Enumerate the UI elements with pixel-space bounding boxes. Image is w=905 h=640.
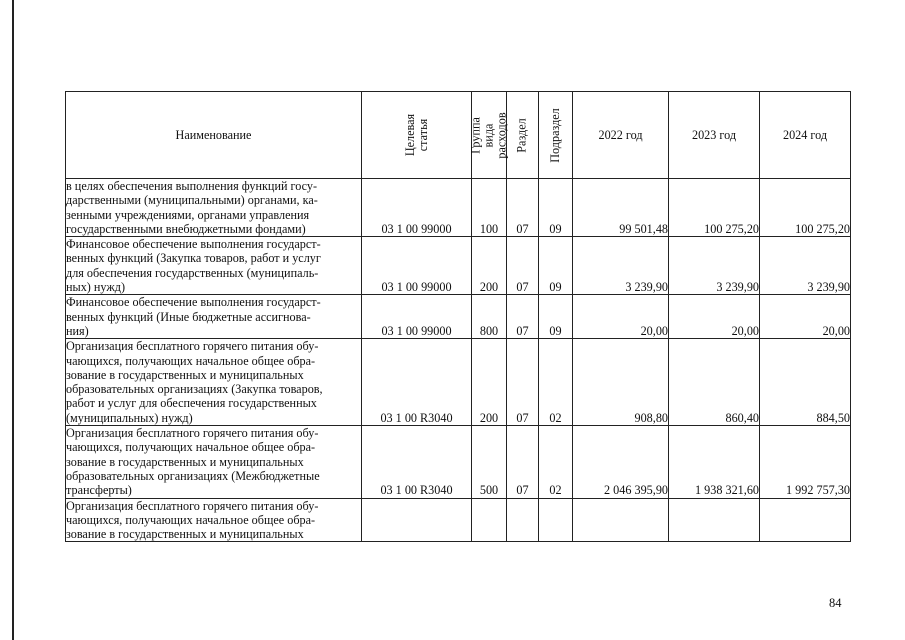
row-name: Финансовое обеспечение выполнения государст- венных функций (Иные бюджетные ассигнова- ния) [66, 295, 362, 339]
row-value-2023: 20,00 [669, 295, 760, 339]
row-value-2024 [760, 498, 851, 542]
row-value-2023: 100 275,20 [669, 179, 760, 237]
row-expense-group: 800 [472, 295, 507, 339]
row-value-2024: 100 275,20 [760, 179, 851, 237]
table-row [66, 498, 851, 542]
row-target-article: 03 1 00 R3040 [362, 426, 472, 498]
header-target-article: Целевая статья [362, 92, 472, 179]
table-row [66, 339, 851, 426]
row-section: 07 [507, 179, 539, 237]
row-section: 07 [507, 295, 539, 339]
row-value-2022 [573, 498, 669, 542]
row-subsection: 02 [539, 339, 573, 426]
header-name: Наименование [66, 92, 362, 179]
table-row [66, 179, 851, 237]
header-year-2023: 2023 год [669, 92, 760, 179]
row-expense-group: 100 [472, 179, 507, 237]
row-value-2024: 3 239,90 [760, 237, 851, 295]
row-target-article: 03 1 00 99000 [362, 179, 472, 237]
row-value-2024: 1 992 757,30 [760, 426, 851, 498]
row-value-2024: 20,00 [760, 295, 851, 339]
row-section: 07 [507, 237, 539, 295]
row-value-2022: 99 501,48 [573, 179, 669, 237]
row-expense-group: 200 [472, 237, 507, 295]
row-subsection: 09 [539, 179, 573, 237]
row-expense-group: 500 [472, 426, 507, 498]
table-row [66, 237, 851, 295]
row-name: Организация бесплатного горячего питания обу- чающихся, получающих начальное общее обра- зование в государственных и муниципальных образовательных организациях (Межбюджетные трансферты) [66, 426, 362, 498]
row-subsection [539, 498, 573, 542]
row-value-2023 [669, 498, 760, 542]
row-value-2022: 2 046 395,90 [573, 426, 669, 498]
row-target-article: 03 1 00 99000 [362, 295, 472, 339]
row-value-2023: 860,40 [669, 339, 760, 426]
binding-margin-line [12, 0, 14, 640]
row-value-2022: 908,80 [573, 339, 669, 426]
row-subsection: 02 [539, 426, 573, 498]
header-year-2024: 2024 год [760, 92, 851, 179]
row-name: Организация бесплатного горячего питания обу- чающихся, получающих начальное общее обра- зование в государственных и муниципальных [66, 498, 362, 542]
row-value-2022: 3 239,90 [573, 237, 669, 295]
budget-table [65, 91, 851, 542]
row-section: 07 [507, 339, 539, 426]
row-value-2023: 1 938 321,60 [669, 426, 760, 498]
row-subsection: 09 [539, 237, 573, 295]
row-subsection: 09 [539, 295, 573, 339]
row-name: в целях обеспечения выполнения функций госу- дарственными (муниципальными) органами, ка- зенными учреждениями, органами управления государственными внебюджетными фондами) [66, 179, 362, 237]
header-expense-group: Группа вида расходов [472, 92, 507, 179]
table-row [66, 426, 851, 498]
header-section: Раздел [507, 92, 539, 179]
table-row [66, 295, 851, 339]
row-section [507, 498, 539, 542]
row-name: Организация бесплатного горячего питания обу- чающихся, получающих начальное общее обра- зование в государственных и муниципальных образовательных организациях (Закупка товаров, работ и услуг для обеспечения государственных (муниципальных) нужд) [66, 339, 362, 426]
row-target-article [362, 498, 472, 542]
row-section: 07 [507, 426, 539, 498]
row-expense-group [472, 498, 507, 542]
row-target-article: 03 1 00 99000 [362, 237, 472, 295]
row-name: Финансовое обеспечение выполнения государст- венных функций (Закупка товаров, работ и услуг для обеспечения государственных (муниципаль- ных) нужд) [66, 237, 362, 295]
page-number: 84 [829, 596, 842, 610]
row-value-2024: 884,50 [760, 339, 851, 426]
row-target-article: 03 1 00 R3040 [362, 339, 472, 426]
row-value-2022: 20,00 [573, 295, 669, 339]
table-header-row [66, 92, 851, 179]
header-year-2022: 2022 год [573, 92, 669, 179]
header-subsection: Подраздел [539, 92, 573, 179]
row-value-2023: 3 239,90 [669, 237, 760, 295]
row-expense-group: 200 [472, 339, 507, 426]
